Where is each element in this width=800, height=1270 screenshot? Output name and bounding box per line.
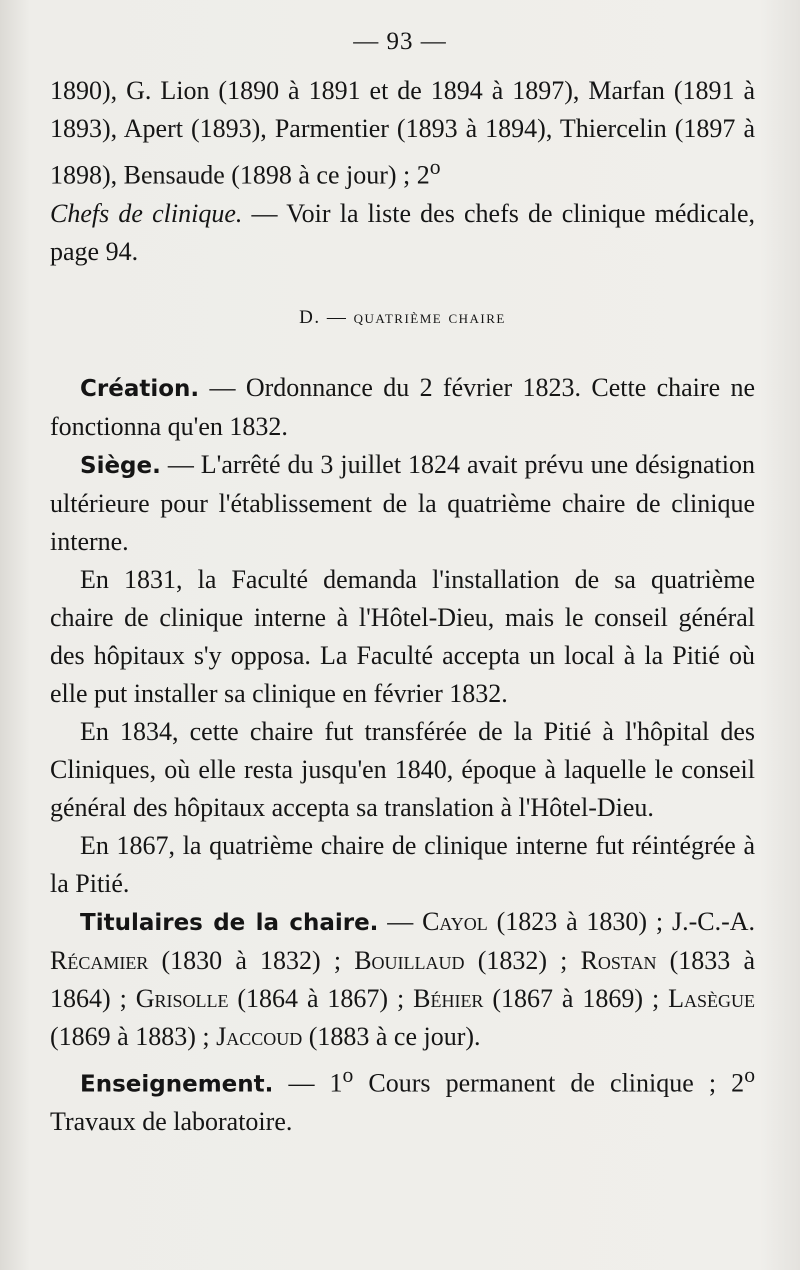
text-run: (1864 à 1867) ; bbox=[228, 983, 414, 1013]
name-lasegue: Lasègue bbox=[668, 983, 755, 1013]
intro-paragraph bbox=[50, 72, 755, 271]
paragraph-1834: En 1834, cette chaire fut transférée de la Pitié à l'hôpital des Cliniques, où elle resta jusqu'en 1840, époque à laquelle le conseil général des hôpitaux accepta sa translation à l'Hôtel-Dieu. bbox=[50, 716, 755, 822]
enseignement-paragraph bbox=[50, 1056, 755, 1142]
creation-text: — Ordonnance du 2 février 1823. Cette chaire ne fonctionna qu'en 1832. bbox=[50, 372, 755, 441]
intro-rest-text: — Voir la liste des chefs de clinique médicale, page 94. bbox=[50, 198, 756, 266]
creation-label: Création. bbox=[80, 375, 200, 402]
text-run: (1869 à 1883) ; bbox=[50, 1021, 217, 1051]
text-run: (1883 à ce jour). bbox=[302, 1021, 481, 1051]
ordinal-superscript: o bbox=[744, 1062, 756, 1087]
text-run: Cours permanent de clinique ; 2 bbox=[353, 1068, 745, 1098]
name-recamier: Récamier bbox=[50, 945, 149, 975]
name-rostan: Rostan bbox=[580, 945, 657, 975]
text-run: (1823 à 1830) ; J.-C.-A. bbox=[487, 906, 756, 936]
name-jaccoud: Jaccoud bbox=[216, 1021, 303, 1051]
ordinal-superscript: o bbox=[342, 1062, 354, 1087]
section-heading bbox=[50, 299, 755, 337]
paragraph-1867: En 1867, la quatrième chaire de clinique interne fut réintégrée à la Pitié. bbox=[50, 830, 755, 898]
section-title: quatrième chaire bbox=[353, 306, 506, 328]
text-run: (1867 à 1869) ; bbox=[483, 983, 669, 1013]
name-cayol: Cayol bbox=[422, 906, 488, 936]
ordinal-superscript: o bbox=[429, 155, 441, 179]
name-grisolle: Grisolle bbox=[135, 983, 229, 1013]
paragraph-1831: En 1831, la Faculté demanda l'installation de sa quatrième chaire de clinique interne à l'Hôtel-Dieu, mais le conseil général des hôpitaux s'y opposa. La Faculté accepta un local à la Pitié où elle put installer sa clinique en février 1832. bbox=[50, 564, 755, 708]
siege-text: — L'arrêté du 3 juillet 1824 avait prévu une désignation ultérieure pour l'établissement de la quatrième chaire de clinique interne. bbox=[50, 449, 755, 556]
creation-paragraph bbox=[50, 369, 755, 446]
name-bouillaud: Bouillaud bbox=[354, 945, 465, 975]
text-run: Travaux de laboratoire. bbox=[50, 1107, 293, 1137]
name-behier: Béhier bbox=[413, 983, 484, 1013]
enseignement-label: Enseignement. bbox=[80, 1071, 274, 1098]
text-run: — 1 bbox=[273, 1068, 343, 1098]
page-body bbox=[50, 72, 755, 1141]
section-letter: D. — bbox=[299, 306, 348, 328]
text-run: — bbox=[378, 906, 423, 936]
siege-label: Siège. bbox=[80, 452, 161, 479]
titulaires-label: Titulaires de la chaire. bbox=[80, 909, 379, 936]
text-run: (1832) ; bbox=[464, 945, 581, 975]
chefs-de-clinique-heading: Chefs de clinique. bbox=[50, 198, 243, 228]
intro-text: 1890), G. Lion (1890 à 1891 et de 1894 à 1897), Marfan (1891 à 1893), Apert (1893), Parmentier (1893 à 1894), Thiercelin (1897 à 1898), Bensaude (1898 à ce jour) ; 2 bbox=[50, 76, 755, 190]
text-run: (1830 à 1832) ; bbox=[148, 945, 355, 975]
siege-paragraph bbox=[50, 446, 755, 561]
titulaires-paragraph bbox=[50, 903, 755, 1056]
page-number: — 93 — bbox=[353, 28, 447, 55]
text-run: (1833 à 1864) ; bbox=[50, 945, 755, 1013]
